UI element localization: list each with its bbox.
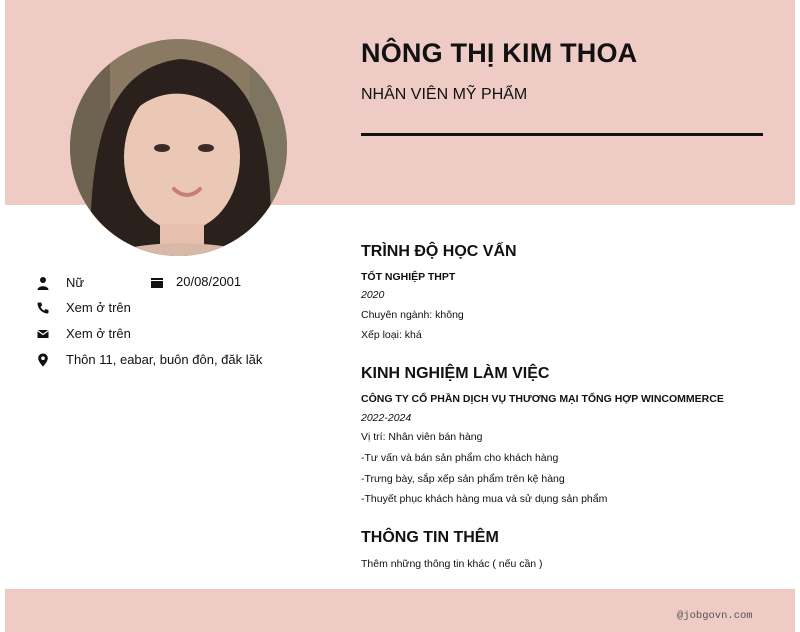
experience-line: Vị trí: Nhân viên bán hàng	[361, 431, 483, 443]
experience-period: 2022-2024	[361, 412, 412, 424]
header-divider	[361, 133, 763, 136]
education-year: 2020	[361, 289, 385, 301]
candidate-name: NÔNG THỊ KIM THOA	[361, 38, 638, 68]
location-pin-icon	[36, 353, 50, 367]
education-grade: Xếp loại: khá	[361, 329, 422, 341]
address-value: Thôn 11, eabar, buôn đôn, đăk lăk	[66, 352, 263, 367]
phone-value: Xem ở trên	[66, 300, 131, 315]
person-icon	[36, 276, 50, 290]
education-major: Chuyên ngành: không	[361, 309, 464, 321]
experience-line: -Tư vấn và bán sản phẩm cho khách hàng	[361, 452, 559, 464]
extra-info-title: THÔNG TIN THÊM	[361, 529, 499, 546]
education-school: TỐT NGHIỆP THPT	[361, 271, 456, 283]
experience-line: -Trưng bày, sắp xếp sản phẩm trên kệ hàng	[361, 473, 565, 485]
phone-icon	[36, 301, 50, 315]
profile-photo	[70, 39, 287, 256]
job-title: NHÂN VIÊN MỸ PHẨM	[361, 86, 528, 103]
gender-value: Nữ	[66, 275, 85, 290]
calendar-icon	[150, 277, 164, 289]
mail-icon	[36, 327, 50, 341]
birthdate-value: 20/08/2001	[176, 274, 242, 289]
experience-line: -Thuyết phục khách hàng mua và sử dụng sản phẩm	[361, 493, 608, 505]
education-title: TRÌNH ĐỘ HỌC VẤN	[361, 243, 517, 260]
footer-watermark: @jobgovn.com	[677, 610, 753, 622]
extra-info-text: Thêm những thông tin khác ( nếu cần )	[361, 558, 543, 570]
experience-title: KINH NGHIỆM LÀM VIỆC	[361, 365, 550, 382]
email-value: Xem ở trên	[66, 326, 131, 341]
experience-company: CÔNG TY CỔ PHẦN DỊCH VỤ THƯƠNG MẠI TỔNG HỢP WINCOMMERCE	[361, 393, 724, 405]
